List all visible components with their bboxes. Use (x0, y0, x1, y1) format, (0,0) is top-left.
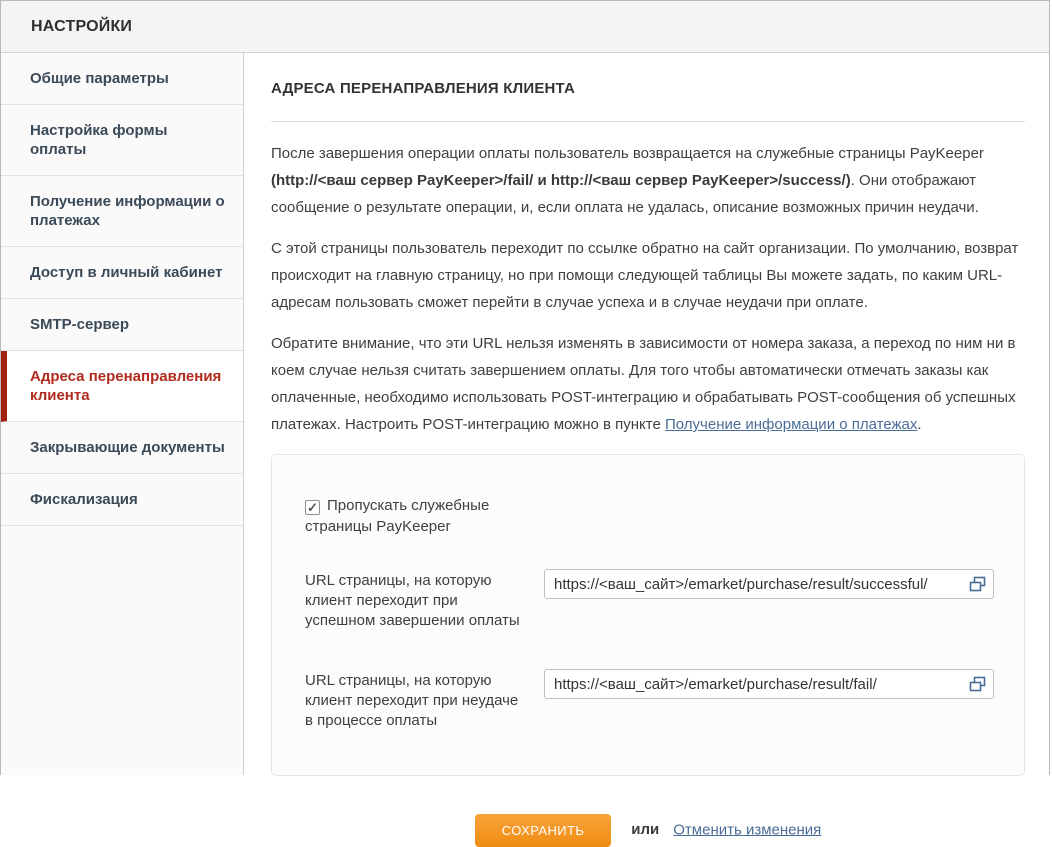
skip-service-pages-label: Пропускать служебные страницы PayKeeper (305, 497, 490, 535)
expand-field-icon[interactable] (969, 676, 986, 692)
fail-url-label: URL страницы, на которую клиент переходит при неудаче в процессе оплаты (305, 672, 519, 729)
paragraph-intro (271, 140, 1025, 221)
paragraph-return-link: С этой страницы пользователь переходит по ссылке обратно на сайт организации. По умолчанию, возврат происходит на главную страницу, но при помощи следующей таблицы Вы можете задать, по каким URL-адресам пользовать сможет перейти в случае успеха и в случае неудачи при оплате. (271, 240, 1019, 311)
sidebar-item-general-params[interactable]: Общие параметры (1, 53, 243, 105)
paragraph-intro-tail: . Они отображают сообщение о результате операции, и, если оплата не удалась, описание возможных причин неудачи. (271, 172, 979, 216)
paragraph-warning-tail: . (917, 416, 922, 433)
check-icon: ✓ (307, 500, 318, 515)
payment-info-link[interactable]: Получение информации о платежах (665, 416, 918, 433)
expand-field-icon[interactable] (969, 576, 986, 592)
save-button[interactable]: СОХРАНИТЬ (475, 814, 612, 847)
form-actions (271, 814, 1025, 847)
success-url-wrap (544, 569, 994, 599)
fail-url-row (305, 669, 994, 731)
layout (1, 53, 1049, 839)
page-header-title: НАСТРОЙКИ (31, 17, 133, 35)
redirect-settings-panel (271, 454, 1025, 776)
skip-service-pages-checkbox[interactable] (305, 500, 320, 515)
success-url-row (305, 569, 994, 631)
or-text: или (631, 821, 660, 839)
paragraph-warning-text: Обратите внимание, что эти URL нельзя изменять в зависимости от номера заказа, а переход по ним ни в коем случае нельзя считать завершением оплаты. Для того чтобы автоматически отмечать заказы как оплаченные, необходимо использовать POST-интеграцию и обрабатывать POST-сообщения об успешных платежах. Настроить POST-интеграцию можно в пункте (271, 335, 1016, 433)
main-content (244, 53, 1049, 839)
page-header (1, 1, 1049, 53)
success-url-input[interactable] (544, 569, 994, 599)
section-title: АДРЕСА ПЕРЕНАПРАВЛЕНИЯ КЛИЕНТА (271, 80, 576, 97)
fail-url-wrap (544, 669, 994, 699)
sidebar (1, 53, 244, 775)
sidebar-item-personal-account[interactable]: Доступ в личный кабинет (1, 247, 243, 299)
paragraph-warning (271, 330, 1025, 438)
title-divider (271, 121, 1025, 122)
sidebar-item-smtp-server[interactable]: SMTP-сервер (1, 299, 243, 351)
fail-url-input[interactable] (544, 669, 994, 699)
skip-service-pages-option[interactable] (305, 495, 555, 537)
paragraph-intro-bold-urls: (http://<ваш сервер PayKeeper>/fail/ и http://<ваш сервер PayKeeper>/success/) (271, 172, 851, 189)
success-url-label: URL страницы, на которую клиент переходит при успешном завершении оплаты (305, 572, 520, 629)
sidebar-item-closing-documents[interactable]: Закрывающие документы (1, 422, 243, 474)
paragraph-intro-text: После завершения операции оплаты пользователь возвращается на служебные страницы PayKeeper (271, 145, 984, 162)
sidebar-item-redirect-addresses[interactable]: Адреса перенаправления клиента (1, 351, 243, 422)
sidebar-item-fiscalization[interactable]: Фискализация (1, 474, 243, 526)
sidebar-item-payment-form[interactable]: Настройка формы оплаты (1, 105, 243, 176)
cancel-changes-link[interactable]: Отменить изменения (673, 821, 822, 839)
sidebar-item-payment-info[interactable]: Получение информации о платежах (1, 176, 243, 247)
